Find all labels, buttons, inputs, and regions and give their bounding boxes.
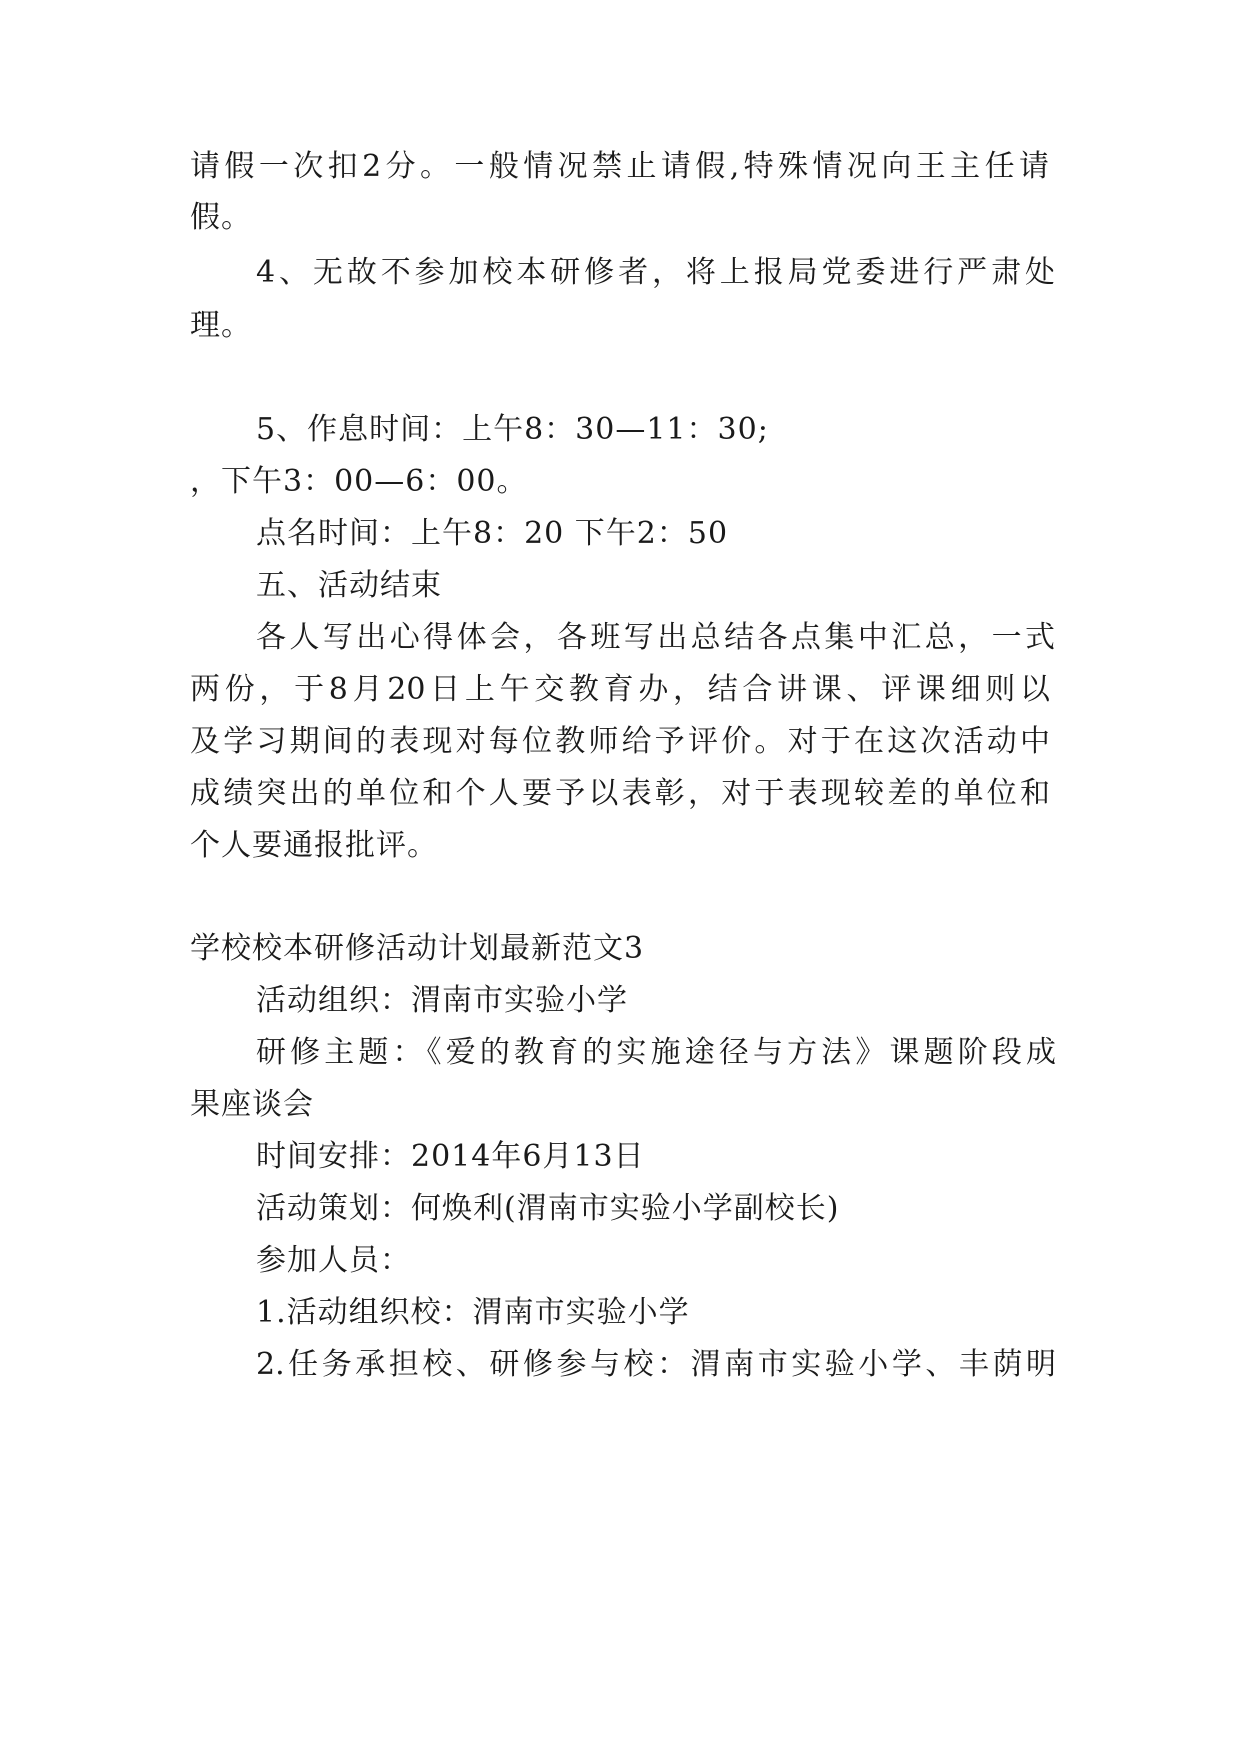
text-line: ，下午3：00—6：00。	[190, 464, 528, 499]
text-line: 请假一次扣2分。一般情况禁止请假,特殊情况向王主任请	[190, 149, 1050, 184]
text-line: 活动组织：渭南市实验小学	[256, 983, 628, 1018]
text-line: 点名时间：上午8：20 下午2：50	[256, 516, 729, 551]
list-item: 1.活动组织校：渭南市实验小学	[256, 1295, 690, 1330]
text-line: 个人要通报批评。	[190, 828, 438, 863]
text-line: 5、作息时间：上午8：30—11：30;	[256, 412, 769, 447]
document-title: 学校校本研修活动计划最新范文3	[190, 931, 645, 966]
text-line: 时间安排：2014年6月13日	[256, 1139, 645, 1174]
text-line: 及学习期间的表现对每位教师给予评价。对于在这次活动中	[190, 724, 1050, 759]
text-line: 活动策划：何焕利(渭南市实验小学副校长)	[256, 1191, 840, 1226]
text-line: 各人写出心得体会，各班写出总结各点集中汇总，一式	[256, 620, 1056, 655]
text-line: 果座谈会	[190, 1087, 314, 1122]
text-line: 成绩突出的单位和个人要予以表彰，对于表现较差的单位和	[190, 776, 1050, 811]
text-line: 两份，于8月20日上午交教育办，结合讲课、评课细则以	[190, 672, 1050, 707]
text-line: 理。	[190, 308, 252, 343]
list-item: 2.任务承担校、研修参与校：渭南市实验小学、丰荫明	[256, 1347, 1056, 1382]
text-line: 假。	[190, 200, 252, 235]
text-line: 研修主题：《爱的教育的实施途径与方法》课题阶段成	[256, 1035, 1056, 1070]
text-line: 参加人员：	[256, 1243, 411, 1278]
text-line: 4、无故不参加校本研修者，将上报局党委进行严肃处	[256, 255, 1056, 290]
section-heading: 五、活动结束	[256, 568, 442, 603]
